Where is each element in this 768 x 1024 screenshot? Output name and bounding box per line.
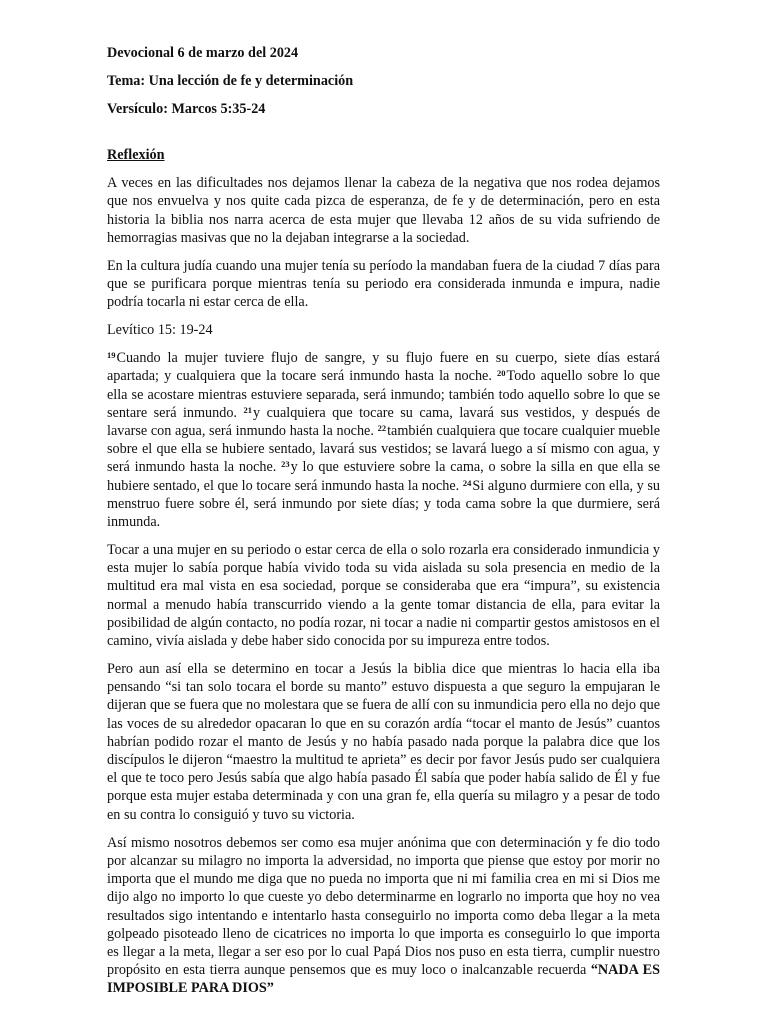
paragraph-touching-impurity: Tocar a una mujer en su periodo o estar cerca de ella o solo rozarla era considerado inmundicia y esta mujer lo sabía porque había vivido toda su vida aislada su sola presencia en medio de la multitud era mal vista en esa sociedad, porque se consideraba que era “impura”, su existencia normal a menudo había transcurrido viendo a la gente tomar distancia de ella, para evitar la posibilidad de algún contacto, no podía rozar, ni tocar a nadie ni compartir gestos amistosos en el camino, vivía aislada y debe haber sido conocida por su impureza entre todos. bbox=[107, 542, 660, 650]
devotional-date-heading: Devocional 6 de marzo del 2024 bbox=[107, 45, 299, 61]
verse-22-text: también cualquiera que tocare cualquier mueble sobre el que ella se hubiere sentado, lavará sus vestidos; se lavará luego a sí mismo con agua, y será inmundo hasta la noche. bbox=[107, 423, 660, 476]
paragraph-conclusion bbox=[107, 834, 660, 998]
scripture-passage bbox=[107, 349, 660, 531]
leviticus-reference: Levítico 15: 19-24 bbox=[107, 322, 213, 339]
verse-number-23: 23 bbox=[281, 459, 290, 470]
verse-19-text: Cuando la mujer tuviere flujo de sangre, y su flujo fuere en su cuerpo, siete días estará apartada; y cualquiera que la tocare será inmundo hasta la noche. bbox=[107, 350, 660, 385]
paragraph-intro: A veces en las dificultades nos dejamos llenar la cabeza de la negativa que nos rodea dejamos que nos envuelva y nos quite cada pizca de esperanza, de fe y de determinación, pero en esta historia la biblia nos narra acerca de esta mujer que llevaba 12 años de su vida sufriendo de hemorragias masivas que no la dejaban integrarse a la sociedad. bbox=[107, 175, 660, 246]
paragraph-jewish-culture: En la cultura judía cuando una mujer tenía su período la mandaban fuera de la ciudad 7 días para que se purificara porque mientras tenía su periodo era considerada inmunda e impura, nadie podría tocarla ni estar cerca de ella. bbox=[107, 257, 660, 311]
verse-number-20: 20 bbox=[497, 368, 506, 379]
verse-reference-heading: Versículo: Marcos 5:35-24 bbox=[107, 101, 266, 117]
conclusion-text: Así mismo nosotros debemos ser como esa mujer anónima que con determinación y fe dio todo por alcanzar su milagro no importa la adversidad, no importa que piense que estoy por morir no importa que el mundo me diga que no pueda no importa que ni mi familia crea en mi si Dios me dijo algo no importo lo que cueste yo debo determinarme en lograrlo no importa que hoy no vea resultados sigo intentando e intentarlo hasta conseguirlo no importa como deba llegar a la meta golpeado pisoteado lleno de cicatrices no importa lo que importa es conseguirlo lo que importa es llegar a la meta, llegar a ser eso por lo cual Papá Dios nos puso en esta tierra, cumplir nuestro propósito en esta tierra aunque pensemos que es muy loco o inalcanzable recuerda bbox=[107, 834, 660, 979]
verse-number-21: 21 bbox=[243, 404, 252, 415]
verse-number-22: 22 bbox=[377, 423, 387, 434]
reflection-section-title: Reflexión bbox=[107, 147, 165, 164]
verse-24-text: Si alguno durmiere con ella, y su menstruo fuere sobre él, será inmundo por siete días; y toda cama sobre la que durmiere, será inmunda. bbox=[107, 477, 661, 531]
verse-20-text: Todo aquello sobre lo que ella se acostare mientras estuviere separada, será inmundo; también todo aquello sobre lo que se sentare será inmundo. bbox=[107, 368, 661, 421]
conclusion-emphasis: “NADA ES IMPOSIBLE PARA DIOS” bbox=[107, 962, 661, 997]
verse-21-text: y cualquiera que tocare su cama, lavará sus vestidos, y después de lavarse con agua, será inmundo hasta la noche. bbox=[107, 404, 660, 440]
document-body bbox=[107, 44, 660, 1007]
verse-number-24: 24 bbox=[462, 477, 472, 488]
verse-number-19: 19 bbox=[107, 350, 116, 361]
verse-23-text: y lo que estuviere sobre la cama, o sobre la silla en que ella se hubiere sentado, el que lo tocare será inmundo hasta la noche. bbox=[107, 459, 660, 494]
theme-heading: Tema: Una lección de fe y determinación bbox=[107, 73, 354, 89]
paragraph-touching-jesus: Pero aun así ella se determino en tocar a Jesús la biblia dice que mientras lo hacia ella iba pensando “si tan solo tocara el borde su manto” estuvo dispuesta a que seguro la empujaran le dijeran que se fuera que no molestara que se fuera de allí con su inmundicia pero ella no dejo que las voces de su alrededor opacaran lo que en su corazón ardía “tocar el manto de Jesús” cuantos habrían podido rozar el manto de Jesús y no había pasado nada porque la palabra dice que los discípulos le dijeron “maestro la multitud te aprieta” es decir por favor Jesús pudo ser cualquiera el que te toco pero Jesús sabía que algo había pasado Él sabía que poder había salido de Él y fue porque esta mujer estaba determinada y con una gran fe, ella quería su milagro y a pesar de todo en su contra lo consiguió y tuvo su victoria. bbox=[107, 661, 660, 823]
